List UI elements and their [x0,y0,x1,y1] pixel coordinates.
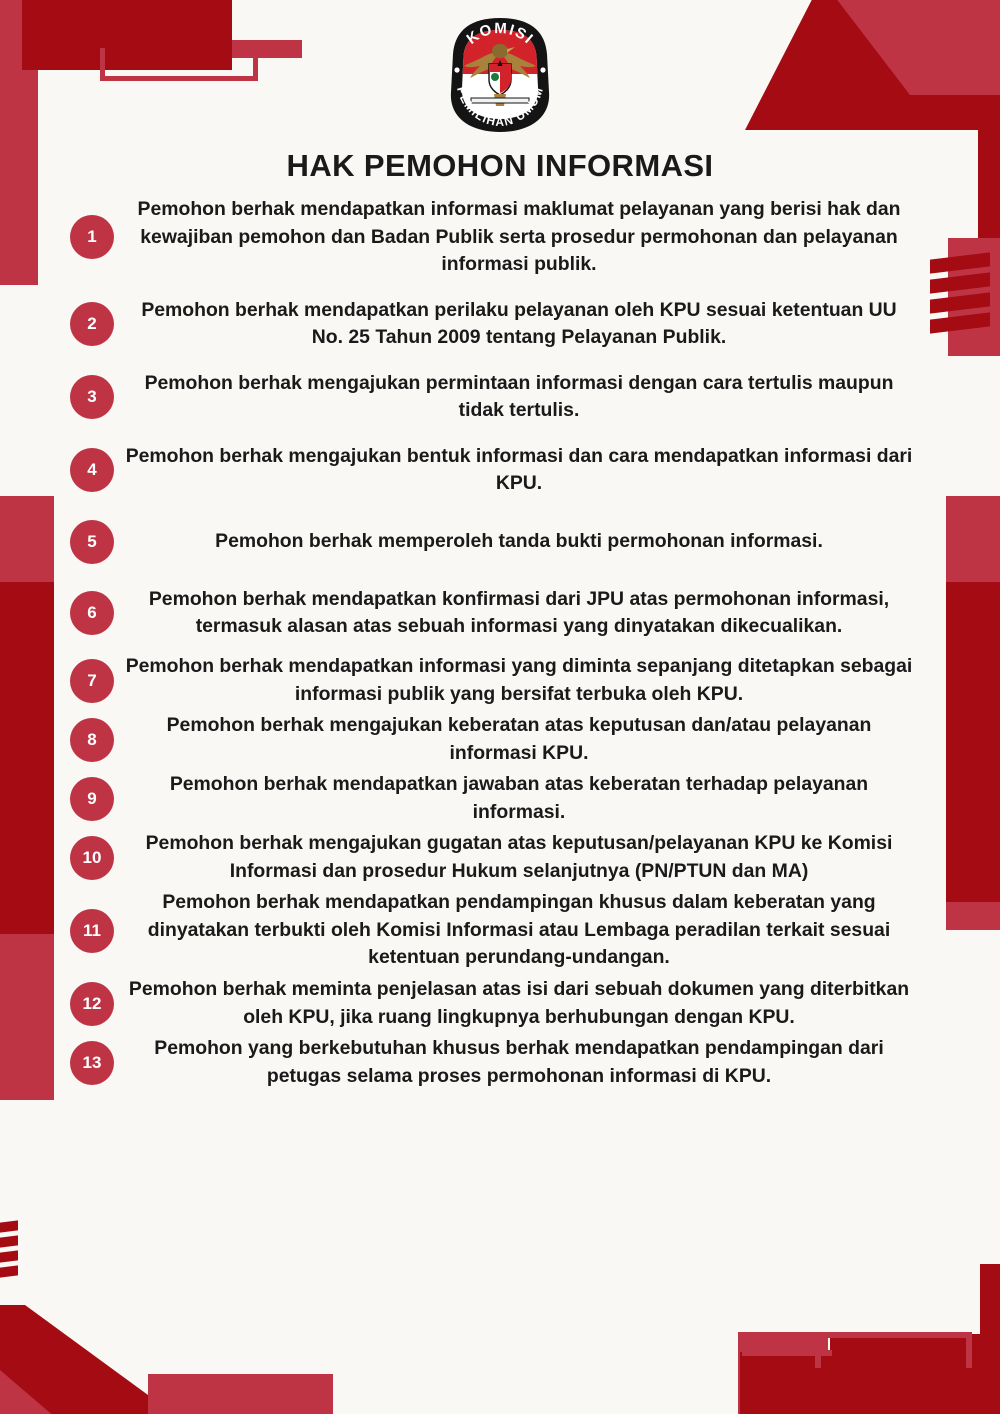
kpu-logo [441,14,559,138]
decoration-right-bar-middle [946,582,1000,902]
decoration-left-stripes [0,1222,18,1284]
kpu-logo-top-text: KOMISI [463,20,538,49]
item-text: Pemohon berhak mendapatkan informasi yang diminta sepanjang ditetapkan sebagai informasi publik yang bersifat terbuka oleh KPU. [125,655,913,705]
list-item [70,370,930,425]
decoration-left-bar-upper [0,496,54,582]
item-number-badge: 5 [70,520,114,564]
kpu-logo-bottom-text: PEMILIHAN UMUM [453,84,547,129]
item-text: Pemohon berhak meminta penjelasan atas isi dari sebuah dokumen yang diterbitkan oleh KPU, jika ruang lingkupnya berhubungan dengan KPU. [128,978,910,1028]
decoration-bottom-right-outline [815,1332,972,1368]
decoration-right-bar-lower [946,902,1000,930]
decoration-right-bar-upper [946,496,1000,582]
item-text: Pemohon berhak mendapatkan konfirmasi dari JPU atas permohonan informasi, termasuk alasan atas sebuah informasi yang dinyatakan dikecualikan. [148,587,890,638]
decoration-top-right-stripes [930,256,990,342]
list-item [70,1035,930,1090]
item-number-badge: 8 [70,718,114,762]
page-title: HAK PEMOHON INFORMASI [286,148,714,183]
item-text: Pemohon berhak mendapatkan perilaku pelayanan oleh KPU sesuai ketentuan UU No. 25 Tahun 2009 tentang Pelayanan Publik. [141,298,897,349]
item-number-badge: 13 [70,1041,114,1085]
item-number-badge: 10 [70,836,114,880]
item-number-badge: 11 [70,909,114,953]
item-text: Pemohon berhak mendapatkan jawaban atas keberatan terhadap pelayanan informasi. [169,773,869,823]
list-item [70,586,930,641]
list-item [70,653,930,708]
item-text: Pemohon berhak mengajukan permintaan informasi dengan cara tertulis maupun tidak tertulis. [144,371,894,422]
item-number-badge: 12 [70,982,114,1026]
decoration-left-bar-middle [0,582,54,934]
decoration-left-bar-lower [0,934,54,1100]
list-item [70,976,930,1031]
item-text: Pemohon yang berkebutuhan khusus berhak mendapatkan pendampingan dari petugas selama proses permohonan informasi di KPU. [154,1037,884,1087]
rights-list [70,196,930,1092]
item-text: Pemohon berhak memperoleh tanda bukti permohonan informasi. [215,530,823,553]
item-number-badge: 2 [70,302,114,346]
item-text: Pemohon berhak mengajukan bentuk informasi dan cara mendapatkan informasi dari KPU. [125,444,913,495]
list-item [70,443,930,498]
list-item [70,196,930,279]
decoration-bottom-right-outline-bar [742,1350,832,1356]
item-number-badge: 3 [70,375,114,419]
item-text: Pemohon berhak mengajukan keberatan atas keputusan dan/atau pelayanan informasi KPU. [166,714,872,764]
item-text: Pemohon berhak mengajukan gugatan atas keputusan/pelayanan KPU ke Komisi Informasi dan prosedur Hukum selanjutnya (PN/PTUN dan MA) [145,832,893,882]
item-number-badge: 7 [70,659,114,703]
list-item [70,516,930,568]
item-number-badge: 9 [70,777,114,821]
decoration-bottom-left-bar [148,1374,333,1414]
item-number-badge: 4 [70,448,114,492]
list-item [70,771,930,826]
list-item [70,830,930,885]
list-item [70,297,930,352]
item-number-badge: 6 [70,591,114,635]
list-item [70,889,930,972]
list-item [70,712,930,767]
decoration-bottom-right-strip [980,1264,1000,1414]
item-text: Pemohon berhak mendapatkan pendampingan khusus dalam keberatan yang dinyatakan terbukti oleh Komisi Informasi atau Lembaga peradilan terkait sesuai ketentuan perundang-undangan. [147,891,891,969]
decoration-top-left-outline-bar [232,40,302,58]
item-text: Pemohon berhak mendapatkan informasi maklumat pelayanan yang berisi hak dan kewajiban pemohon dan Badan Publik serta prosedur permohonan dan pelayanan informasi publik. [137,198,901,276]
item-number-badge: 1 [70,215,114,259]
